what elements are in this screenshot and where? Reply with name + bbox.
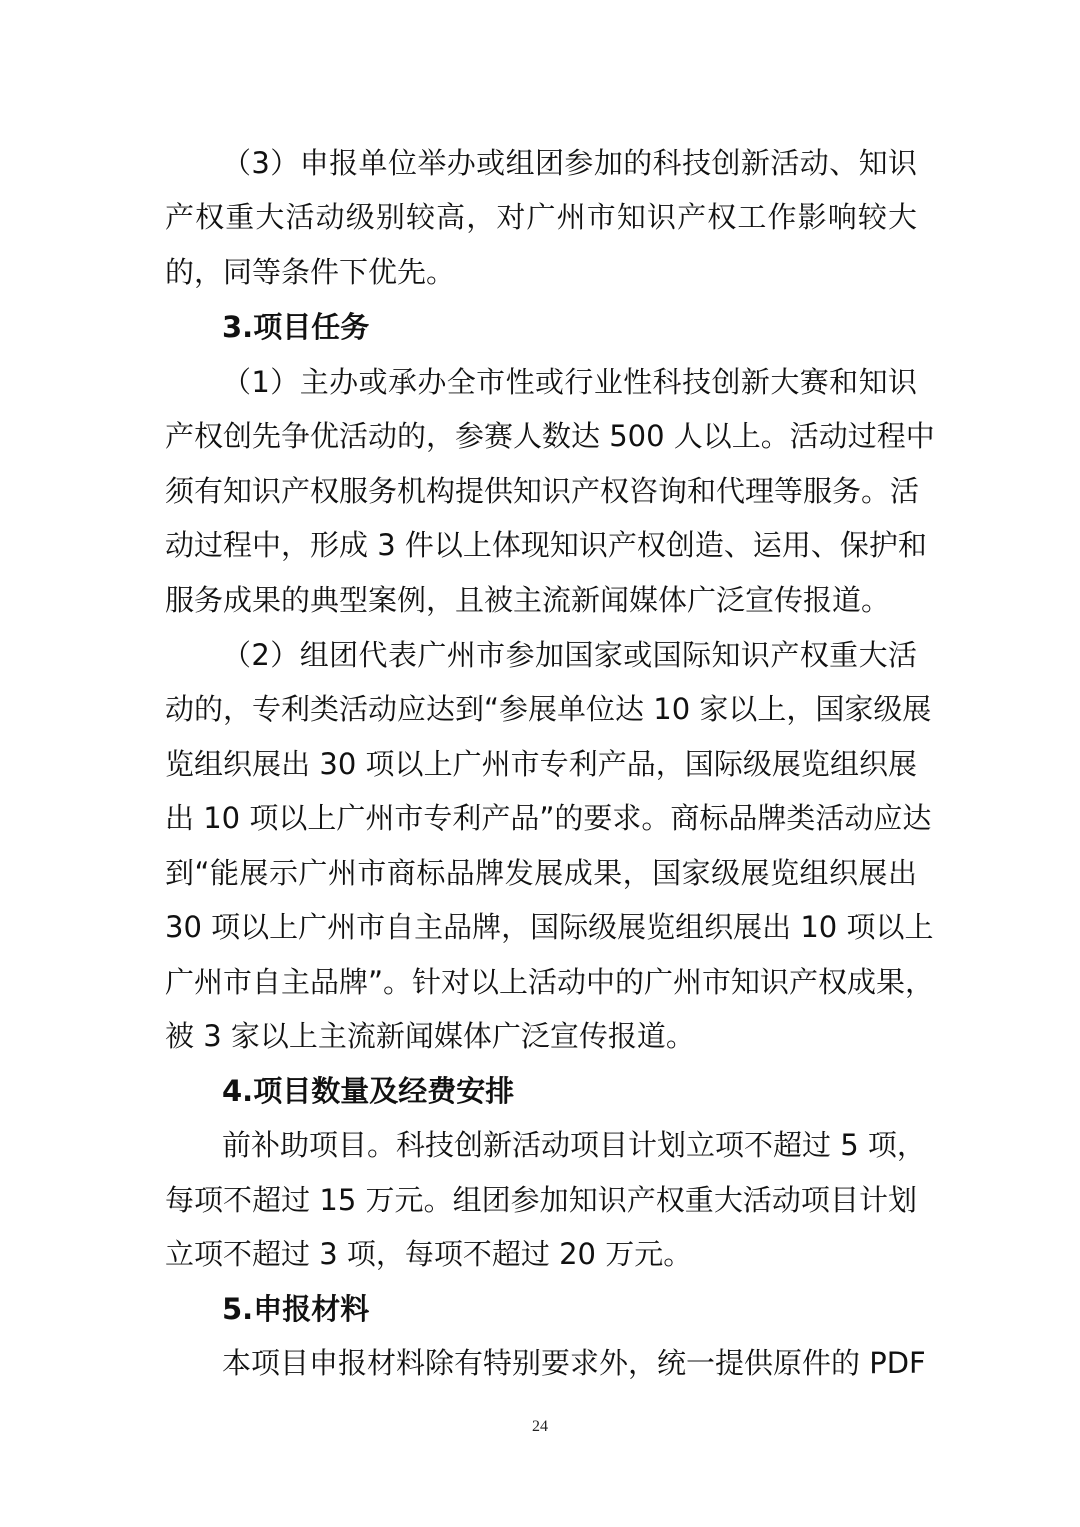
paragraph-line: 览组织展出 30 项以上广州市专利产品，国际级展览组织展 [165,747,917,781]
paragraph-line: 每项不超过 15 万元。组团参加知识产权重大活动项目计划 [165,1183,917,1217]
paragraph-line: 广州市自主品牌”。针对以上活动中的广州市知识产权成果， [165,965,935,999]
paragraph-line: （3）申报单位举办或组团参加的科技创新活动、知识 [222,146,917,180]
paragraph-line: （2）组团代表广州市参加国家或国际知识产权重大活 [222,638,917,672]
paragraph-line: 动的，专利类活动应达到“参展单位达 10 家以上，国家级展 [165,692,932,726]
paragraph-line: 须有知识产权服务机构提供知识产权咨询和代理等服务。活 [165,474,920,508]
section-heading: 5.申报材料 [222,1292,370,1326]
paragraph-line: （1）主办或承办全市性或行业性科技创新大赛和知识 [222,365,917,399]
paragraph-line: 立项不超过 3 项，每项不超过 20 万元。 [165,1237,693,1271]
paragraph-line: 出 10 项以上广州市专利产品”的要求。商标品牌类活动应达 [165,801,932,835]
paragraph-line: 被 3 家以上主流新闻媒体广泛宣传报道。 [165,1019,695,1053]
paragraph-line: 产权创先争优活动的，参赛人数达 500 人以上。活动过程中 [165,419,935,453]
paragraph-line: 的，同等条件下优先。 [165,255,456,289]
paragraph-line: 到“能展示广州市商标品牌发展成果，国家级展览组织展出 [165,856,917,890]
paragraph-line: 30 项以上广州市自主品牌，国际级展览组织展出 10 项以上 [165,910,934,944]
page-number: 24 [532,1418,548,1435]
paragraph-line: 服务成果的典型案例，且被主流新闻媒体广泛宣传报道。 [165,583,891,617]
section-heading: 4.项目数量及经费安排 [222,1074,515,1108]
paragraph-line: 前补助项目。科技创新活动项目计划立项不超过 5 项， [222,1128,926,1162]
paragraph-line: 本项目申报材料除有特别要求外，统一提供原件的 PDF [222,1346,926,1380]
section-heading: 3.项目任务 [222,310,370,344]
paragraph-line: 产权重大活动级别较高，对广州市知识产权工作影响较大 [165,200,917,234]
paragraph-line: 动过程中，形成 3 件以上体现知识产权创造、运用、保护和 [165,528,927,562]
